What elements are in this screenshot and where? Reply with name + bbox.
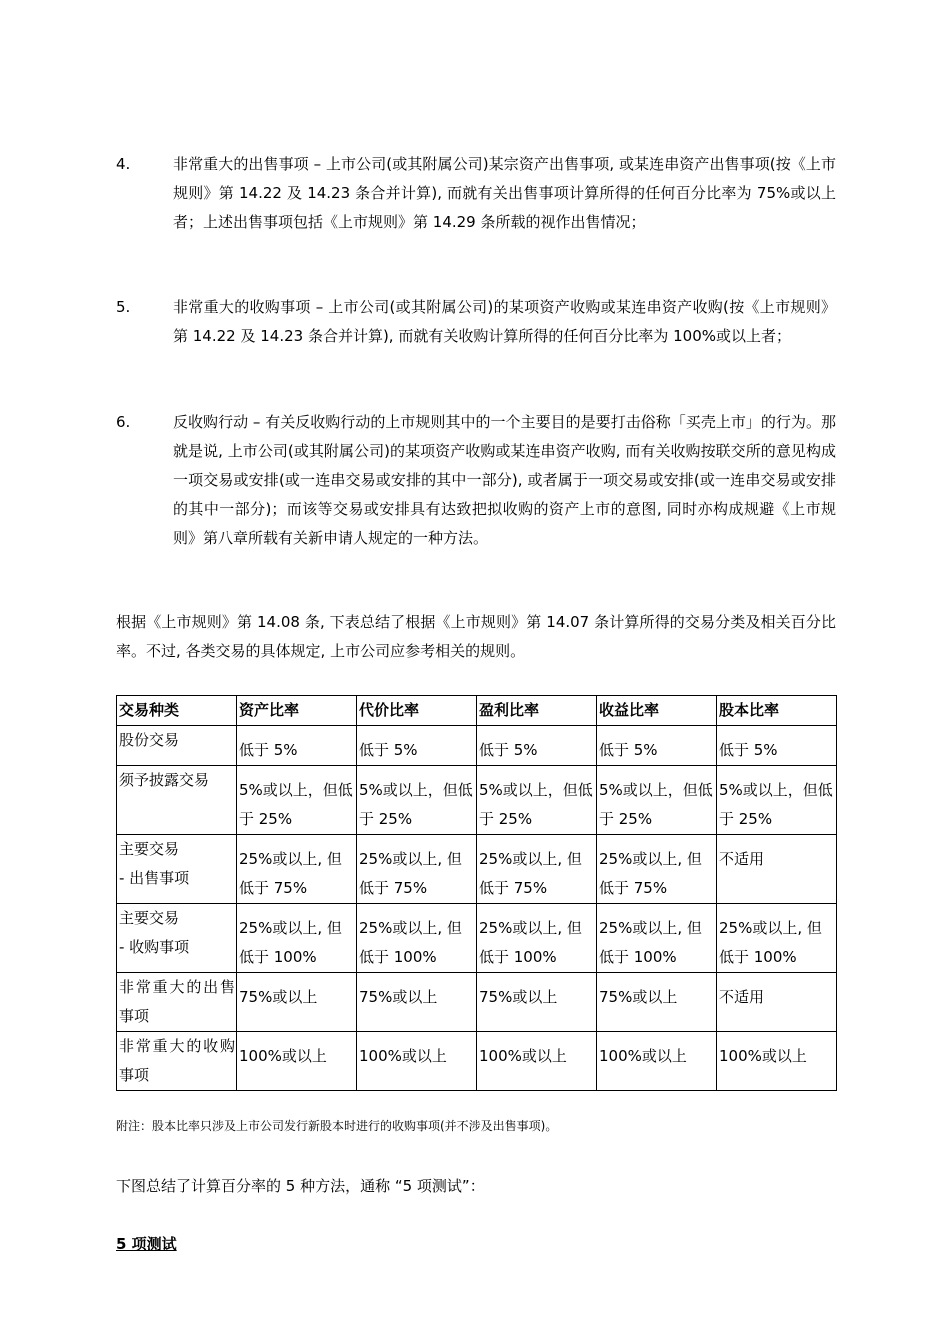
table-cell xyxy=(477,904,597,973)
table-cell xyxy=(597,835,717,904)
table-row xyxy=(117,835,837,904)
table-cell xyxy=(357,904,477,973)
list-item-6 xyxy=(116,408,836,553)
table-cell xyxy=(597,1032,717,1091)
header-assets-ratio: 资产比率 xyxy=(237,696,357,726)
header-profits-ratio: 盈利比率 xyxy=(477,696,597,726)
table-row xyxy=(117,766,837,835)
table-cell xyxy=(717,904,837,973)
list-text: 非常重大的出售事项 – 上市公司(或其附属公司)某宗资产出售事项, 或某连串资产出售事项(按《上市规则》第 14.22 及 14.23 条合并计算), 而就有关出售事项计算所得的任何百分比率为 75%或以上者；上述出售事项包括《上市规则》第 14.29 条所载的视作出售情况； xyxy=(173,155,836,231)
table-cell xyxy=(237,904,357,973)
cell-value: 25%或以上, 但低于 100% xyxy=(599,919,702,966)
table-cell xyxy=(237,835,357,904)
cell-value: 低于 5% xyxy=(719,741,778,759)
table-cell xyxy=(597,766,717,835)
cell-transaction-type: 非常重大的出售事项 xyxy=(117,973,237,1032)
header-consideration-ratio: 代价比率 xyxy=(357,696,477,726)
cell-value: 100%或以上 xyxy=(239,1047,327,1065)
table-cell xyxy=(717,726,837,766)
header-transaction-type: 交易种类 xyxy=(117,696,237,726)
cell-transaction-type: 股份交易 xyxy=(117,726,237,766)
cell-transaction-type: 须予披露交易 xyxy=(117,766,237,835)
cell-value: 25%或以上, 但低于 100% xyxy=(359,919,462,966)
cell-transaction-type: 主要交易 - 出售事项 xyxy=(117,835,237,904)
list-text: 反收购行动 – 有关反收购行动的上市规则其中的一个主要目的是要打击俗称「买壳上市」的行为。那就是说, 上市公司(或其附属公司)的某项资产收购或某连串资产收购, 而有关收购按联交所的意见构成一项交易或安排(或一连串交易或安排的其中一部分), 或者属于一项交易或安排(或一连串交易或安排的其中一部分)；而该等交易或安排具有达致把拟收购的资产上市的意图, 同时亦构成规避《上市规则》第八章所载有关新申请人规定的一种方法。 xyxy=(173,413,836,547)
cell-value: 100%或以上 xyxy=(599,1047,687,1065)
cell-value: 75%或以上 xyxy=(359,988,438,1006)
cell-value: 5%或以上，但低于 25% xyxy=(719,781,833,828)
intro-paragraph: 根据《上市规则》第 14.08 条, 下表总结了根据《上市规则》第 14.07 条计算所得的交易分类及相关百分比率。不过, 各类交易的具体规定, 上市公司应参考相关的规则。 xyxy=(116,613,836,660)
table-cell xyxy=(597,726,717,766)
cell-value: 25%或以上, 但低于 75% xyxy=(599,850,702,897)
cell-value: 25%或以上, 但低于 100% xyxy=(719,919,822,966)
table-row xyxy=(117,973,837,1032)
table-cell xyxy=(237,766,357,835)
cell-value: 100%或以上 xyxy=(719,1047,807,1065)
cell-transaction-type: 主要交易 - 收购事项 xyxy=(117,904,237,973)
cell-value: 低于 5% xyxy=(239,741,298,759)
cell-value: 5%或以上，但低于 25% xyxy=(359,781,473,828)
table-header-row xyxy=(117,696,837,726)
table-cell xyxy=(237,726,357,766)
list-number: 6. xyxy=(116,413,131,431)
list-number: 4. xyxy=(116,155,131,173)
cell-value: 5%或以上，但低于 25% xyxy=(599,781,713,828)
list-item-5 xyxy=(116,293,836,351)
table-cell xyxy=(477,1032,597,1091)
section-heading: 5 项测试 xyxy=(116,1235,177,1253)
table-cell xyxy=(357,726,477,766)
table-cell xyxy=(477,726,597,766)
footnote: 附注：股本比率只涉及上市公司发行新股本时进行的收购事项(并不涉及出售事项)。 xyxy=(116,1119,558,1133)
cell-value: 75%或以上 xyxy=(599,988,678,1006)
cell-value: 5%或以上，但低于 25% xyxy=(479,781,593,828)
cell-transaction-type: 非常重大的收购事项 xyxy=(117,1032,237,1091)
table-cell xyxy=(597,973,717,1032)
header-revenue-ratio: 收益比率 xyxy=(597,696,717,726)
table-cell xyxy=(717,766,837,835)
cell-value: 25%或以上, 但低于 75% xyxy=(359,850,462,897)
table-cell xyxy=(477,766,597,835)
cell-value: 25%或以上, 但低于 75% xyxy=(479,850,582,897)
table-row xyxy=(117,726,837,766)
summary-paragraph: 下图总结了计算百分率的 5 种方法，通称 “5 项测试”： xyxy=(116,1177,485,1195)
table-cell xyxy=(357,1032,477,1091)
cell-value: 低于 5% xyxy=(479,741,538,759)
cell-value: 25%或以上, 但低于 75% xyxy=(239,850,342,897)
table-cell xyxy=(597,904,717,973)
table-cell xyxy=(717,1032,837,1091)
list-number: 5. xyxy=(116,298,131,316)
table-cell xyxy=(357,973,477,1032)
cell-value: 25%或以上, 但低于 100% xyxy=(239,919,342,966)
table-cell xyxy=(237,1032,357,1091)
cell-value: 75%或以上 xyxy=(479,988,558,1006)
table-cell xyxy=(717,835,837,904)
table-row xyxy=(117,1032,837,1091)
list-item-4 xyxy=(116,150,836,237)
table-cell xyxy=(357,766,477,835)
header-equity-ratio: 股本比率 xyxy=(717,696,837,726)
table-cell xyxy=(717,973,837,1032)
list-text: 非常重大的收购事项 – 上市公司(或其附属公司)的某项资产收购或某连串资产收购(按《上市规则》第 14.22 及 14.23 条合并计算), 而就有关收购计算所得的任何百分比率为 100%或以上者； xyxy=(173,298,836,345)
cell-value: 低于 5% xyxy=(599,741,658,759)
cell-value: 5%或以上，但低于 25% xyxy=(239,781,353,828)
cell-value: 低于 5% xyxy=(359,741,418,759)
cell-value: 25%或以上, 但低于 100% xyxy=(479,919,582,966)
cell-value: 不适用 xyxy=(719,988,765,1006)
table-cell xyxy=(477,973,597,1032)
table-cell xyxy=(357,835,477,904)
table-row xyxy=(117,904,837,973)
cell-value: 75%或以上 xyxy=(239,988,318,1006)
cell-value: 100%或以上 xyxy=(359,1047,447,1065)
cell-value: 不适用 xyxy=(719,850,765,868)
transaction-classification-table xyxy=(116,695,837,1091)
table-cell xyxy=(237,973,357,1032)
table-cell xyxy=(477,835,597,904)
cell-value: 100%或以上 xyxy=(479,1047,567,1065)
